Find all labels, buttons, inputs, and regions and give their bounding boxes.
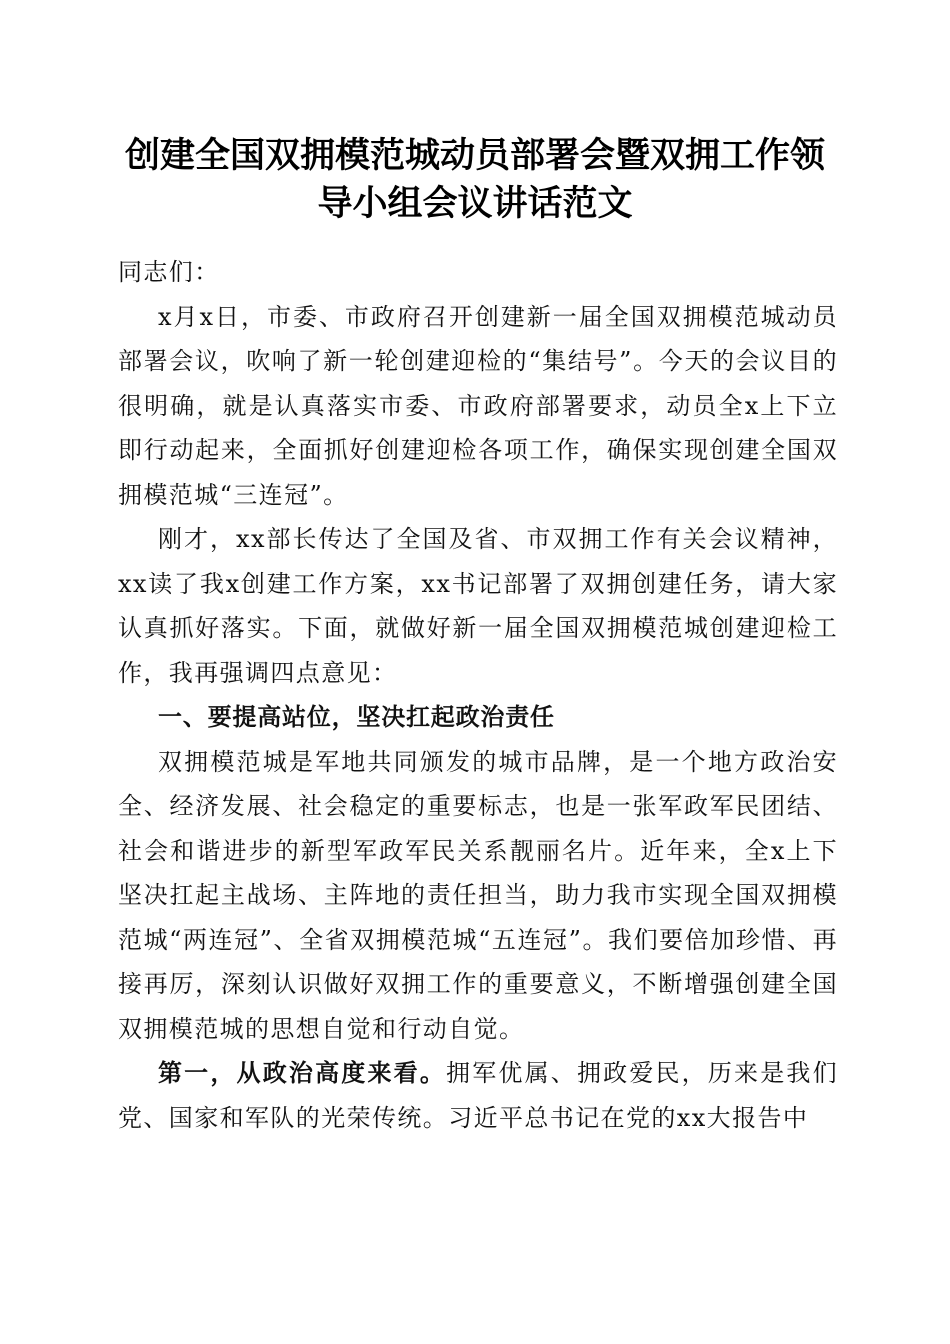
document-body [118, 250, 838, 1140]
title-line-2: 导小组会议讲话范文 [317, 183, 633, 224]
paragraph-2: 刚才，xx部长传达了全国及省、市双拥工作有关会议精神，xx读了我x创建工作方案，xx书记部署了双拥创建任务，请大家认真抓好落实。下面，就做好新一届全国双拥模范城创建迎检工作，我再强调四点意见： [118, 525, 838, 687]
paragraph-1: x月x日，市委、市政府召开创建新一届全国双拥模范城动员部署会议，吹响了新一轮创建迎检的“集结号”。今天的会议目的很明确，就是认真落实市委、市政府部署要求，动员全x上下立即行动起来，全面抓好创建迎检各项工作，确保实现创建全国双拥模范城“三连冠”。 [118, 302, 838, 509]
section-heading-1: 一、要提高站位，坚决扛起政治责任 [158, 703, 555, 731]
paragraph-4-lead: 第一，从政治高度来看。 [158, 1058, 447, 1087]
salutation: 同志们： [118, 258, 220, 286]
paragraph-4 [118, 1051, 838, 1140]
document-title [100, 132, 850, 228]
paragraph-4-text: 拥军优属、拥政爱民，历来是我们党、国家和军队的光荣传统。习近平总书记在党的xx大报告中 [118, 1059, 839, 1132]
paragraph-3: 双拥模范城是军地共同颁发的城市品牌，是一个地方政治安全、经济发展、社会稳定的重要标志，也是一张军政军民团结、社会和谐进步的新型军政军民关系靓丽名片。近年来，全x上下坚决扛起主战场、主阵地的责任担当，助力我市实现全国双拥模范城“两连冠”、全省双拥模范城“五连冠”。我们要倍加珍惜、再接再厉，深刻认识做好双拥工作的重要意义，不断增强创建全国双拥模范城的思想自觉和行动自觉。 [118, 747, 838, 1043]
title-line-1: 创建全国双拥模范城动员部署会暨双拥工作领 [124, 135, 825, 176]
